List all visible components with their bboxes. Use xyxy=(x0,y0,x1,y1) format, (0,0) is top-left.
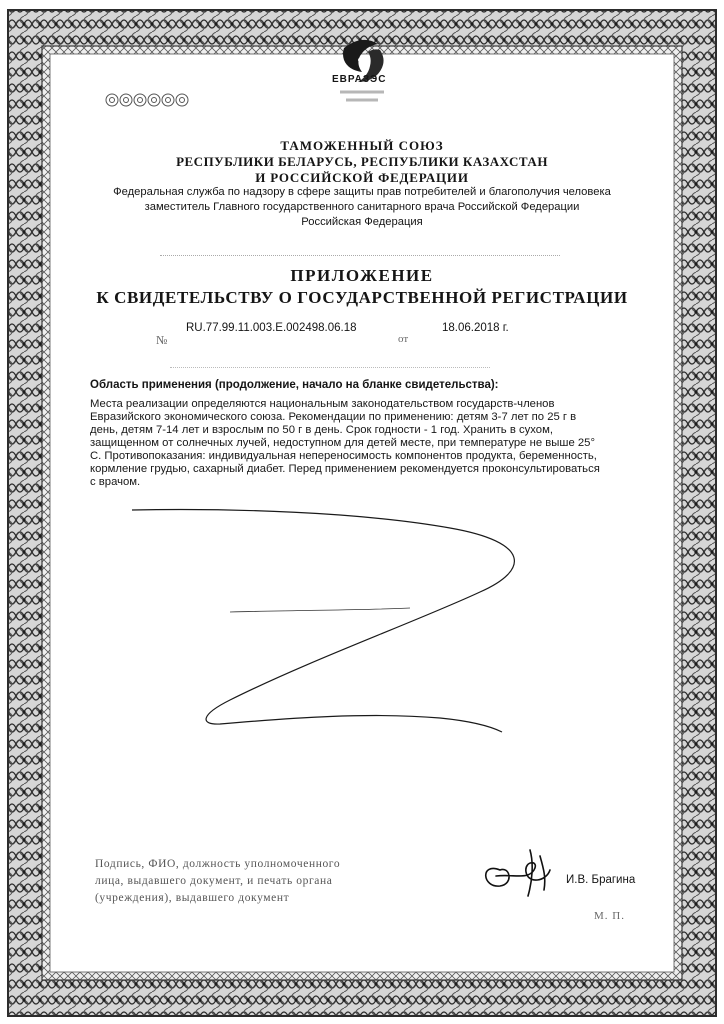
agency-line: Федеральная служба по надзору в сфере защиты прав потребителей и благополучия человека xyxy=(113,186,611,198)
logo-caption: ЕВРАЗЭС xyxy=(332,74,387,85)
body-line: Места реализации определяются национальным законодательством государств-членов xyxy=(90,398,555,410)
body-line: с врачом. xyxy=(90,476,141,488)
body-line: день, детям 7-14 лет и взрослым по 50 г в день. Срок годности - 1 год. Хранить в сухом, xyxy=(90,424,553,436)
document-subtitle: К СВИДЕТЕЛЬСТВУ О ГОСУДАРСТВЕННОЙ РЕГИСТРАЦИИ xyxy=(96,288,628,307)
body-line: С. Противопоказания: индивидуальная непереносимость компонентов продукта, беременность, xyxy=(90,450,597,462)
number-prefix: № xyxy=(156,333,168,347)
russia-line: И РОССИЙСКОЙ ФЕДЕРАЦИИ xyxy=(255,170,469,185)
scope-heading: Область применения (продолжение, начало на бланке свидетельства): xyxy=(90,379,499,391)
signature-caption-line: (учреждения), выдавшего документ xyxy=(95,892,290,904)
registration-date: 18.06.2018 г. xyxy=(442,322,509,334)
security-numbering-stamp xyxy=(100,80,200,120)
divider xyxy=(160,255,560,256)
union-title: ТАМОЖЕННЫЙ СОЮЗ xyxy=(280,138,444,153)
document-title: ПРИЛОЖЕНИЕ xyxy=(290,266,434,285)
seal-label: М. П. xyxy=(594,910,625,922)
signer-name: И.В. Брагина xyxy=(566,874,636,886)
body-line: защищенном от солнечных лучей, недоступном для детей месте, при температуре не выше 25° xyxy=(90,437,595,449)
republics-line: РЕСПУБЛИКИ БЕЛАРУСЬ, РЕСПУБЛИКИ КАЗАХСТАН xyxy=(176,154,548,169)
body-line: Евразийского экономического союза. Рекомендации по применению: детям 3-7 лет по 25 г в xyxy=(90,411,577,423)
body-line: кормление грудью, сахарный диабет. Перед применением рекомендуется проконсультироваться xyxy=(90,463,600,475)
registration-number: RU.77.99.11.003.Е.002498.06.18 xyxy=(186,322,357,334)
eurasec-logo-icon xyxy=(322,30,402,110)
deputy-line: заместитель Главного государственного санитарного врача Российской Федерации xyxy=(144,201,580,213)
divider xyxy=(170,367,490,368)
signature-caption-line: Подпись, ФИО, должность уполномоченного xyxy=(95,858,341,870)
handwritten-signature xyxy=(470,830,580,910)
z-strikeout-mark xyxy=(110,500,550,750)
date-prefix: от xyxy=(398,333,409,345)
signature-caption-line: лица, выдавшего документ, и печать органа xyxy=(95,875,333,887)
country-line: Российская Федерация xyxy=(301,216,423,228)
